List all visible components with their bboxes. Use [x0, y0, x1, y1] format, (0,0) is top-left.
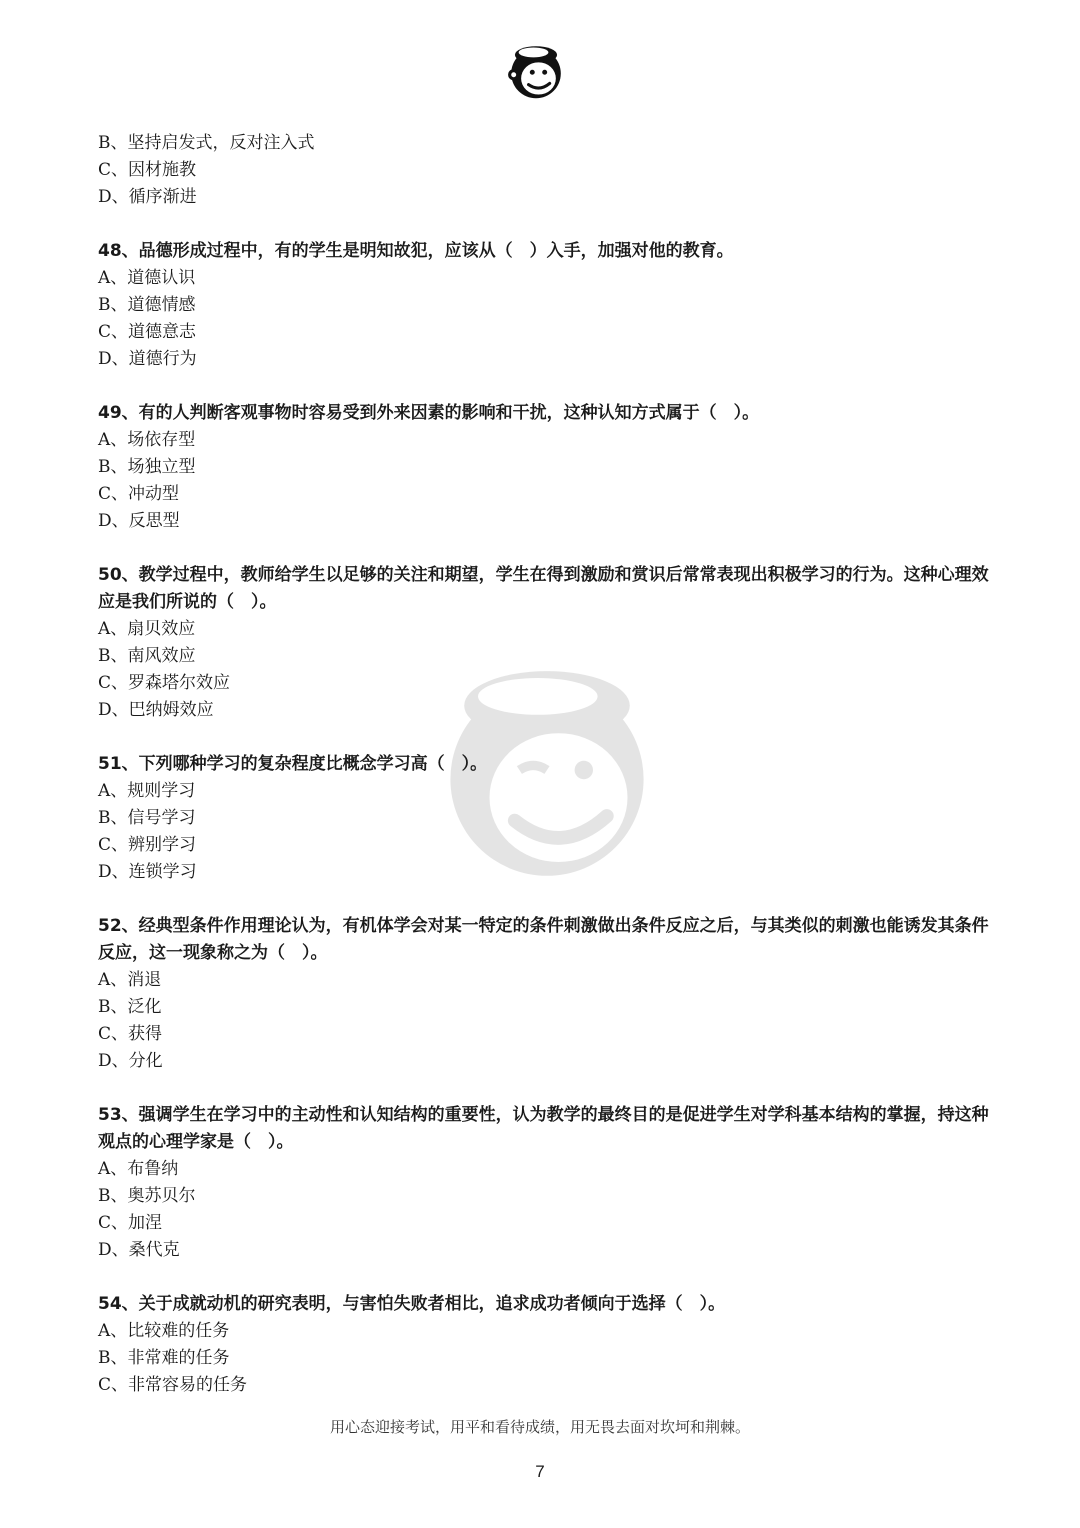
question-53: [98, 1102, 998, 1264]
exam-content: [98, 130, 998, 1399]
option-item: A、扇贝效应: [98, 619, 196, 639]
option-item: B、场独立型: [98, 457, 196, 477]
option-item: D、连锁学习: [98, 862, 197, 882]
question-stem: 51、下列哪种学习的复杂程度比概念学习高（ ）。: [98, 754, 488, 774]
option-item: D、循序渐进: [98, 187, 197, 207]
option-item: A、场依存型: [98, 430, 196, 450]
question-52: [98, 913, 998, 1075]
option-item: C、非常容易的任务: [98, 1375, 248, 1395]
option-item: B、泛化: [98, 997, 162, 1017]
question-stem: 52、经典型条件作用理论认为，有机体学会对某一特定的条件刺激做出条件反应之后，与其类似的刺激也能诱发其条件反应，这一现象称之为（ ）。: [98, 916, 989, 963]
option-item: B、南风效应: [98, 646, 196, 666]
monkey-mascot-icon: [505, 40, 567, 102]
option-item: C、辨别学习: [98, 835, 197, 855]
option-item: C、道德意志: [98, 322, 197, 342]
option-item: B、信号学习: [98, 808, 196, 828]
option-item: C、罗森塔尔效应: [98, 673, 231, 693]
option-item: B、道德情感: [98, 295, 196, 315]
question-49: [98, 400, 998, 535]
footer-motto: 用心态迎接考试，用平和看待成绩，用无畏去面对坎坷和荆棘。: [329, 1418, 750, 1436]
question-stem: 54、关于成就动机的研究表明，与害怕失败者相比，追求成功者倾向于选择（ ）。: [98, 1294, 726, 1314]
option-item: D、桑代克: [98, 1240, 180, 1260]
question-stem: 49、有的人判断客观事物时容易受到外来因素的影响和干扰，这种认知方式属于（ ）。: [98, 403, 760, 423]
option-item: A、比较难的任务: [98, 1321, 230, 1341]
question-50: [98, 562, 998, 724]
question-stem: 50、教学过程中，教师给学生以足够的关注和期望，学生在得到激励和赏识后常常表现出积极学习的行为。这种心理效应是我们所说的（ ）。: [98, 565, 989, 612]
option-item: C、冲动型: [98, 484, 180, 504]
option-item: D、道德行为: [98, 349, 197, 369]
option-item: A、消退: [98, 970, 162, 990]
option-item: B、非常难的任务: [98, 1348, 230, 1368]
option-item: C、获得: [98, 1024, 163, 1044]
question-stem: 48、品德形成过程中，有的学生是明知故犯，应该从（ ）入手，加强对他的教育。: [98, 241, 734, 261]
question-51: [98, 751, 998, 886]
option-item: A、道德认识: [98, 268, 196, 288]
option-item: D、反思型: [98, 511, 180, 531]
question-48: [98, 238, 998, 373]
option-item: A、规则学习: [98, 781, 196, 801]
option-item: C、加涅: [98, 1213, 163, 1233]
option-item: D、巴纳姆效应: [98, 700, 214, 720]
option-item: B、奥苏贝尔: [98, 1186, 196, 1206]
option-item: D、分化: [98, 1051, 163, 1071]
page-number: 7: [535, 1462, 545, 1481]
question-54: [98, 1291, 998, 1399]
question-stem: 53、强调学生在学习中的主动性和认知结构的重要性，认为教学的最终目的是促进学生对学科基本结构的掌握，持这种观点的心理学家是（ ）。: [98, 1105, 989, 1152]
option-item: C、因材施教: [98, 160, 197, 180]
option-item: A、布鲁纳: [98, 1159, 179, 1179]
option-item: B、坚持启发式，反对注入式: [98, 133, 315, 153]
previous-question-options: [98, 130, 998, 211]
